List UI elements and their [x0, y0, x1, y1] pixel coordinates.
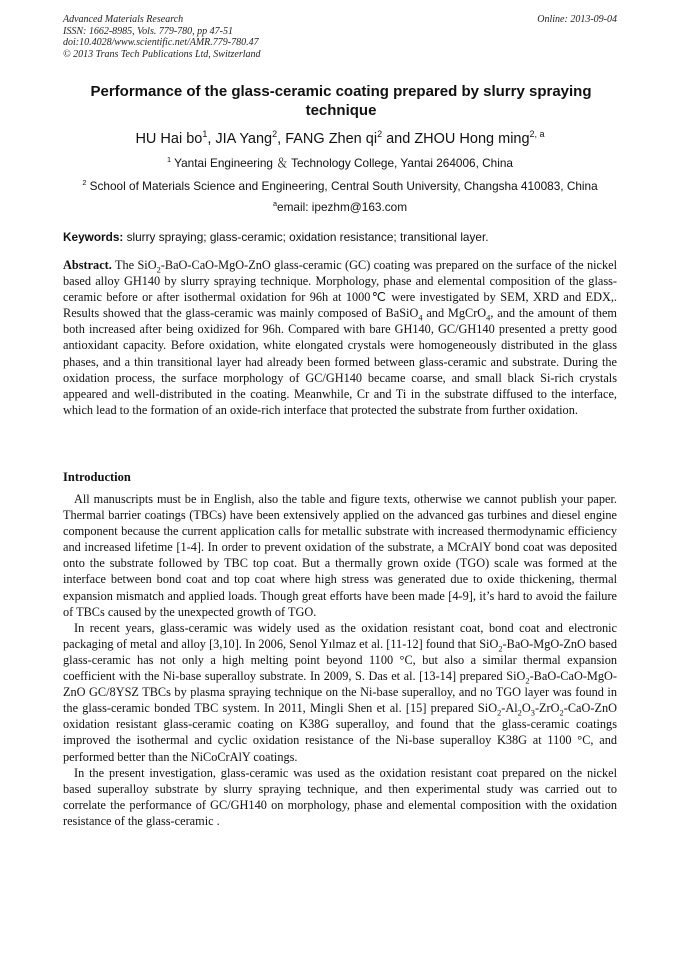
introduction-body [63, 491, 617, 829]
copyright-line: © 2013 Trans Tech Publications Ltd, Switzerland [63, 48, 261, 60]
issn-line: ISSN: 1662-8985, Vols. 779-780, pp 47-51 [63, 25, 233, 37]
keywords-label: Keywords: [63, 230, 124, 244]
author-separator: and [382, 131, 415, 147]
abstract-text: and MgCrO [422, 306, 487, 321]
keywords-text: slurry spraying; glass-ceramic; oxidation resistance; transitional layer. [123, 230, 489, 244]
subscript: 2 [156, 265, 161, 275]
author-affiliation-mark: 2, a [529, 129, 545, 140]
author-separator: , [207, 131, 216, 147]
affiliation-text: School of Materials Science and Engineering, Central South University, Changsha 410083, China [86, 179, 598, 193]
subscript: 2 [498, 644, 503, 654]
subscript: 4 [486, 313, 491, 323]
doi-line: doi:10.4028/www.scientific.net/AMR.779-780.47 [63, 37, 259, 48]
abstract-text: , and the amount of them both increased after being oxidized for 96h. Compared with bare GH140, GC/GH140 presented a pretty good antioxidant capacity. Before oxidation, white elongated crystals were homogeneously distributed in the glass phases, and a thin transitional layer had already been formed between glass-ceramic and substrate. During the oxidation process, the surface morphology of GC/GH140 became coarse, and small black Si-rich crystals appeared and well-distributed in the coating. Meanwhile, Cr and Ti in the substrate diffused to the interface, which lead to the formation of an oxide-rich interface that protected the substrate from further oxidation. [63, 306, 617, 417]
affiliation-2 [40, 179, 640, 194]
author-name: HU Hai bo [135, 131, 203, 147]
paragraph-text: -Al [501, 701, 518, 716]
author-list [40, 130, 640, 148]
intro-paragraph-2 [63, 620, 617, 765]
email-text: email: ipezhm@163.com [277, 200, 408, 214]
subscript: 2 [559, 708, 564, 718]
author-name: FANG Zhen qi [285, 131, 378, 147]
affiliation-mark: 2 [82, 178, 87, 188]
author-name: JIA Yang [215, 131, 273, 147]
affiliation-mark: 1 [167, 155, 172, 165]
online-date: Online: 2013-09-04 [537, 14, 617, 25]
author-affiliation-mark: 2 [377, 129, 383, 140]
author-name: ZHOU Hong ming [414, 131, 530, 147]
paragraph-text: -CaO-ZnO oxidation resistant glass-ceramic coating on K38G superalloy, and found that the glass-ceramic coatings improved the isothermal and cyclic oxidation resistance of the Ni-base superalloy K38G at 1100 °C, and performed better than the NiCoCrAlY coatings. [63, 701, 617, 764]
abstract [63, 257, 617, 418]
affiliation-1 [40, 156, 640, 171]
abstract-text: -BaO-CaO-MgO-ZnO glass-ceramic (GC) coating was prepared on the surface of the nickel based alloy GH140 by slurry spraying technique. Morphology, phase and elemental composition of the glass-ceramic before or after isothermal oxidation for 96h at 1000℃ were investigated by SEM, XRD and EDX,. Results showed that the glass-ceramic was mainly composed of BaSiO [63, 258, 617, 321]
paper-title: Performance of the glass-ceramic coating prepared by slurry spraying technique [90, 83, 592, 119]
paragraph-text: In recent years, glass-ceramic was widely used as the oxidation resistant coat, bond coat and electronic packaging of metal and alloy [3,10]. In 2006, Senol Yılmaz et al. [11-12] found that SiO [63, 620, 617, 651]
author-affiliation-mark: 2 [272, 129, 278, 140]
author-separator: , [277, 131, 286, 147]
affiliation-text: Yantai Engineering ＆ Technology College, Yantai 264006, China [171, 156, 513, 170]
author-affiliation-mark: 1 [202, 129, 208, 140]
intro-paragraph-1: All manuscripts must be in English, also the table and figure texts, otherwise we cannot publish your paper. Thermal barrier coatings (TBCs) have been extensively applied on the advanced gas turbines and diesel engine component because the current application calls for metallic substrate with increased thermodynamic efficiency and increased lifetime [1-4]. In order to prevent oxidation of the substrate, a MCrAlY bond coat was deposited onto the substrate followed by TBC top coat. But a thermally grown oxide (TGO) scale was formed at the interface between bond coat and top coat where high stress was generated due to oxide thickening, thermal expansion mismatch and applied loads. Though great efforts have been made [4-9], it’s hard to avoid the failure of TBCs caused by the unexpected growth of TGO. [63, 492, 617, 619]
keywords [63, 230, 617, 245]
intro-paragraph-3: In the present investigation, glass-ceramic was used as the oxidation resistant coat prepared on the nickel based superalloy substrate by slurry spraying technique, and then experimental study was carried out to correlate the performance of GC/GH140 on morphology, phase and elemental composition with the oxidation resistance of the glass-ceramic . [63, 765, 617, 828]
paragraph-text: -BaO-MgO-ZnO based glass-ceramic has not only a high melting point beyond 1100 °C, but also a similar thermal expansion coefficient with the Ni-base superalloy substrate. In 2009, S. Das et al. [13-14] prepared SiO [63, 636, 618, 684]
subscript: 2 [517, 708, 522, 718]
abstract-text: The SiO [111, 258, 157, 272]
paragraph-text: -ZrO [534, 701, 560, 716]
paragraph-text: O [521, 701, 531, 716]
section-heading-introduction: Introduction [63, 470, 131, 484]
email-mark: a [272, 199, 278, 209]
journal-name: Advanced Materials Research [63, 14, 184, 25]
subscript: 2 [497, 708, 502, 718]
abstract-label: Abstract. [63, 258, 112, 272]
paragraph-text: -BaO-CaO-MgO-ZnO GC/8YSZ TBCs by plasma spraying technique on the Ni-base superalloy, and no TGO layer was found in the glass-ceramic bonded TBC system. In 2011, Mingli Shen et al. [15] prepared SiO [63, 669, 617, 716]
subscript: 4 [418, 313, 423, 323]
subscript: 3 [530, 708, 535, 718]
journal-header [63, 14, 617, 60]
subscript: 2 [525, 676, 530, 686]
corresponding-email [40, 200, 640, 215]
